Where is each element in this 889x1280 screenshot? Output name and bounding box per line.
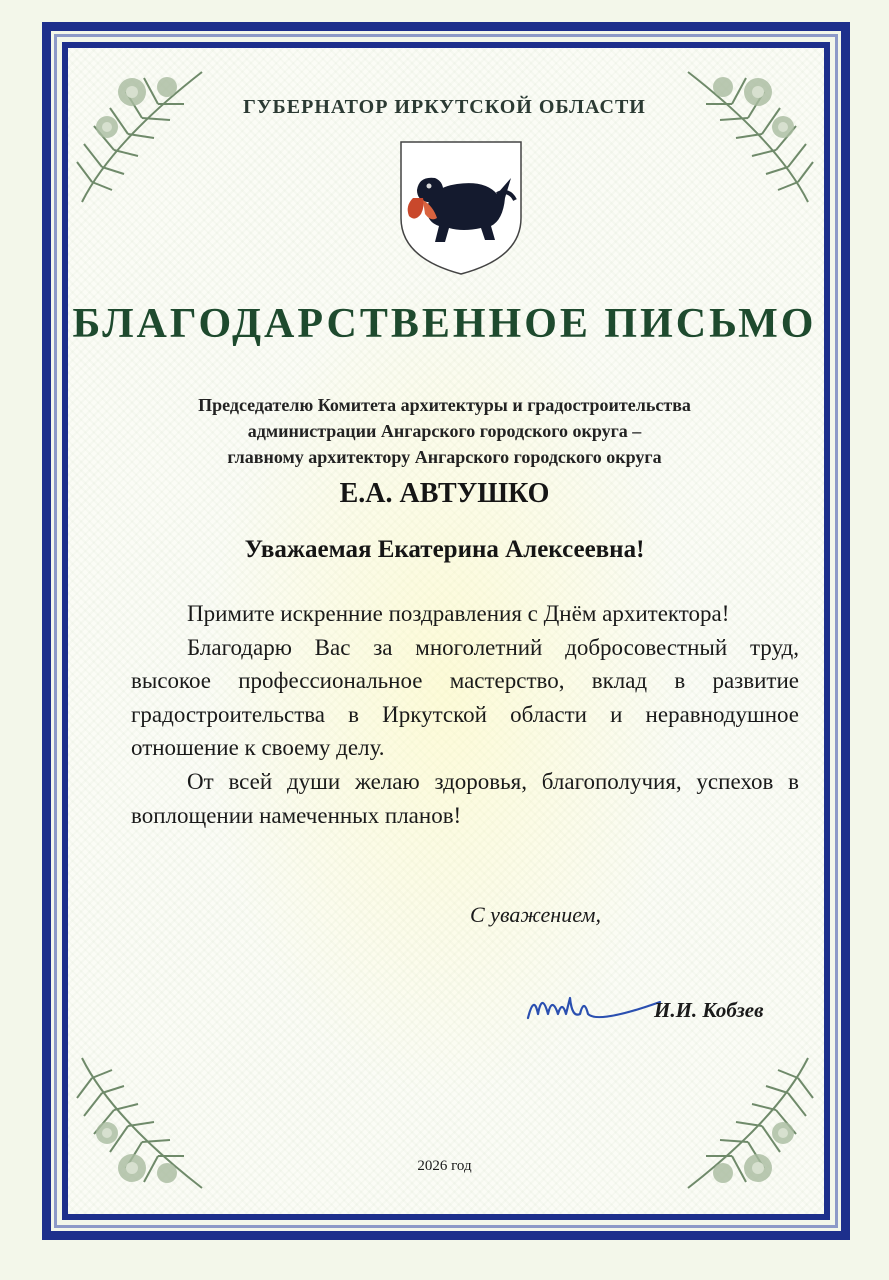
signer-name: И.И. Кобзев	[654, 998, 764, 1022]
addressee-block	[110, 392, 779, 470]
recipient-name: Е.А. АВТУШКО	[339, 478, 550, 509]
document-year: 2026 год	[417, 1158, 472, 1174]
pine-branch-ornament-icon	[72, 52, 222, 212]
pine-branch-ornament-icon	[668, 1048, 818, 1208]
addressee-line: главному архитектору Ангарского городского округа	[227, 447, 662, 467]
document-title: БЛАГОДАРСТВЕННОЕ ПИСЬМО	[72, 301, 817, 347]
irkutsk-coat-of-arms-icon	[399, 140, 523, 276]
greeting: Уважаемая Екатерина Алексеевна!	[244, 536, 645, 563]
letter-body	[131, 597, 799, 832]
body-paragraph: От всей души желаю здоровья, благополучия, успехов в воплощении намеченных планов!	[131, 768, 799, 828]
addressee-line: Председателю Комитета архитектуры и градостроительства	[198, 395, 691, 415]
closing-phrase: С уважением,	[470, 902, 601, 927]
handwritten-signature-icon	[524, 984, 664, 1028]
addressee-line: администрации Ангарского городского округа –	[247, 421, 642, 441]
pine-branch-ornament-icon	[72, 1048, 222, 1208]
pine-branch-ornament-icon	[668, 52, 818, 212]
body-paragraph: Благодарю Вас за многолетний добросовестный труд, высокое профессиональное мастерство, вклад в развитие градостроительства в Иркутской области и неравнодушное отношение к своему делу.	[131, 634, 799, 761]
issuer-title: ГУБЕРНАТОР ИРКУТСКОЙ ОБЛАСТИ	[243, 96, 646, 118]
body-paragraph: Примите искренние поздравления с Днём архитектора!	[187, 601, 730, 626]
